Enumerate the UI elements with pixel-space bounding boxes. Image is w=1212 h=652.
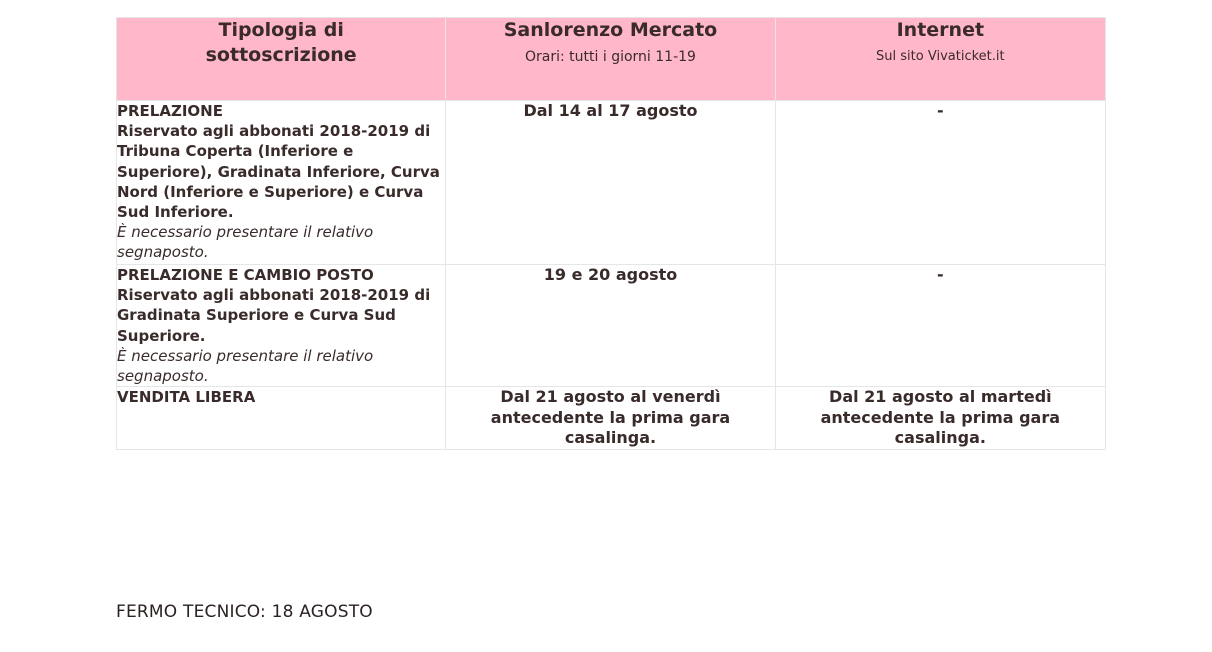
cell-store-dates: Dal 21 agosto al venerdì antecedente la prima gara casalinga. xyxy=(446,387,775,450)
header-subscription-type xyxy=(117,18,446,101)
header-store xyxy=(446,18,775,101)
type-note: È necessario presentare il relativo segnaposto. xyxy=(117,346,374,386)
table-row xyxy=(117,265,1106,387)
cell-subscription-type xyxy=(117,387,446,450)
table-row xyxy=(117,101,1106,265)
header-title: Sanlorenzo Mercato xyxy=(503,19,718,41)
cell-internet-dates: Dal 21 agosto al martedì antecedente la prima gara casalinga. xyxy=(775,387,1105,450)
header-subtitle: Sul sito Vivaticket.it xyxy=(876,49,1005,64)
header-title: Internet xyxy=(896,19,985,41)
header-title: Tipologia di sottoscrizione xyxy=(205,19,357,66)
cell-subscription-type xyxy=(117,265,446,387)
cell-internet-dates: - xyxy=(775,265,1105,387)
header-subtitle: Orari: tutti i giorni 11-19 xyxy=(525,49,696,65)
subscription-table xyxy=(116,17,1106,450)
table-header-row xyxy=(117,18,1106,101)
technical-stop-note: FERMO TECNICO: 18 AGOSTO xyxy=(116,602,373,622)
cell-internet-dates: - xyxy=(775,101,1105,265)
type-description: Riservato agli abbonati 2018-2019 di Tribuna Coperta (Inferiore e Superiore), Gradinata Inferiore, Curva Nord (Inferiore e Superiore) e Curva Sud Inferiore. xyxy=(117,122,440,222)
cell-store-dates: 19 e 20 agosto xyxy=(446,265,775,387)
subscription-table-container xyxy=(116,17,1106,450)
table-row xyxy=(117,387,1106,450)
type-title: PRELAZIONE xyxy=(117,102,223,120)
type-title: PRELAZIONE E CAMBIO POSTO xyxy=(117,266,374,284)
type-description: Riservato agli abbonati 2018-2019 di Gradinata Superiore e Curva Sud Superiore. xyxy=(117,286,431,345)
cell-subscription-type xyxy=(117,101,446,265)
type-title: VENDITA LIBERA xyxy=(117,388,256,407)
cell-store-dates: Dal 14 al 17 agosto xyxy=(446,101,775,265)
header-internet xyxy=(775,18,1105,101)
type-note: È necessario presentare il relativo segnaposto. xyxy=(117,223,374,262)
